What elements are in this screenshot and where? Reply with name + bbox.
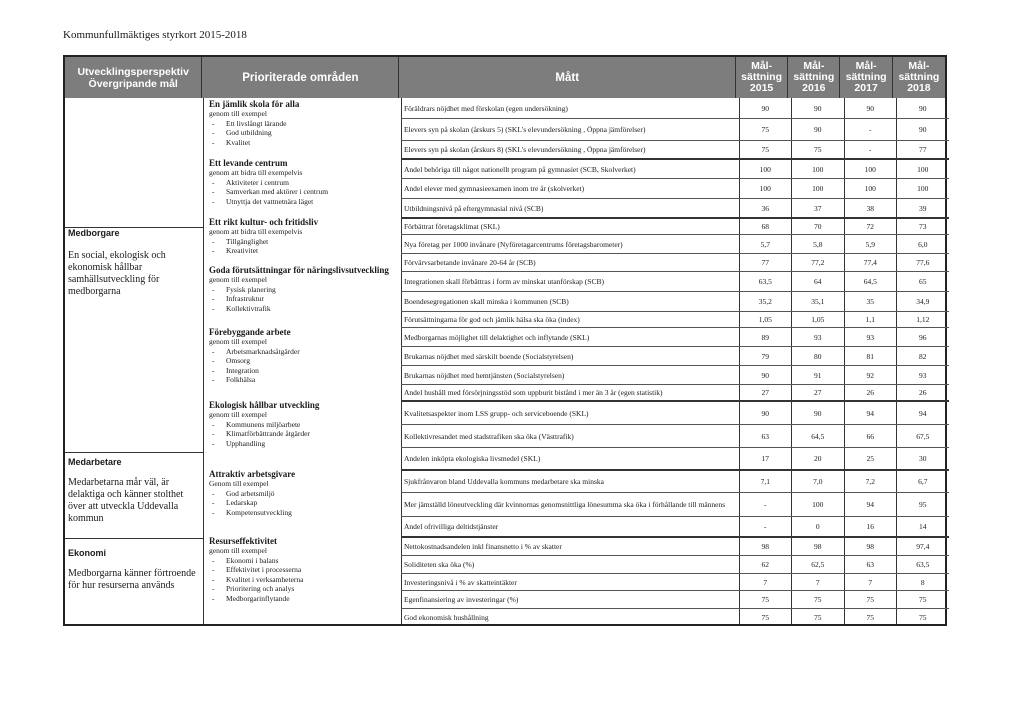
priority-title: Ekologisk hållbar utveckling (209, 400, 320, 410)
priority-item: - Kollektivtrafik (209, 304, 399, 314)
priority-item: - Ledarskap (209, 498, 399, 508)
value-2015: 90 (761, 408, 769, 418)
value-2016: 27 (814, 388, 822, 397)
perspective-heading: Medarbetare (68, 457, 122, 467)
value-2016: 20 (814, 454, 822, 463)
value-2017: 38 (866, 203, 874, 213)
value-2017: 1,1 (865, 315, 875, 324)
measure-cell: Andel hushåll med försörjningsstöd som uppburit bistånd i mer än 3 år (egen statistik) (404, 388, 663, 397)
priority-item: - Kommunens miljöarbete (209, 420, 399, 430)
perspective-ekonomi (65, 538, 203, 626)
value-2018: 77 (919, 145, 927, 154)
value-2018: 77,6 (916, 258, 930, 267)
value-2016: 35,1 (811, 297, 825, 306)
value-2018: 75 (919, 595, 927, 604)
value-2017: 72 (866, 222, 874, 231)
value-2016: 90 (814, 125, 822, 134)
value-2015: 79 (761, 351, 769, 361)
value-2015: 75 (761, 145, 769, 154)
value-2017: 7 (868, 577, 873, 587)
value-2015: 90 (761, 370, 769, 380)
priority-title: Ett rikt kultur- och fritidsliv (209, 217, 319, 227)
priority-item: - Arbetsmarknadsåtgärder (209, 347, 399, 357)
table-row (401, 447, 949, 469)
value-2015: 89 (761, 332, 769, 342)
priority-area (209, 400, 399, 448)
measure-cell: Soliditeten ska öka (%) (404, 560, 475, 569)
value-2015: 36 (761, 203, 769, 213)
value-2017: - (869, 145, 872, 154)
priority-subtitle: genom till exempel (209, 275, 267, 284)
table-row (401, 516, 949, 536)
value-2015: 7,1 (760, 477, 770, 486)
table-row (401, 327, 949, 346)
priority-item: - Kreativitet (209, 246, 399, 256)
value-2017: 64,5 (863, 277, 877, 286)
value-2017: 26 (866, 388, 874, 397)
value-2016: 75 (814, 613, 822, 622)
priority-area (209, 327, 399, 385)
document-title: Kommunfullmäktiges styrkort 2015-2018 (63, 29, 247, 41)
priority-subtitle: genom att bidra till exempelvis (209, 227, 303, 236)
measure-cell: Nettokostnadsandelen inkl finansnetto i % av skatter (404, 542, 562, 551)
priority-area (209, 158, 399, 206)
measure-cell: Förbättrat företagsklimat (SKL) (404, 222, 500, 231)
perspective-heading: Medborgare (68, 228, 120, 238)
value-2015: 62 (761, 560, 769, 569)
value-2018: 93 (919, 370, 927, 380)
perspective-goal: Medborgarna känner förtroende för hur resurserna används (68, 568, 196, 591)
priority-item: - Upphandling (209, 439, 399, 449)
value-2018: 65 (919, 277, 927, 286)
measure-cell: Kvalitetsaspekter inom LSS grupp- och serviceboende (SKL) (404, 408, 589, 418)
value-2016: 100 (812, 184, 824, 193)
perspective-medborgare (65, 227, 203, 452)
priority-area (209, 469, 399, 517)
measure-cell: Brukarnas nöjdhet med särskilt boende (Socialstyrelsen) (404, 351, 574, 361)
priority-item: - Effektivitet i processerna (209, 565, 399, 575)
priority-title: Förebyggande arbete (209, 327, 291, 337)
value-2018: 73 (919, 222, 927, 231)
value-2017: 75 (866, 595, 874, 604)
priority-item: - Aktiviteter i centrum (209, 178, 399, 188)
value-2016: 90 (814, 103, 822, 113)
value-2018: 82 (919, 351, 927, 361)
value-2016: 1,05 (811, 315, 825, 324)
value-2015: 100 (759, 164, 771, 174)
value-2017: 16 (866, 522, 874, 531)
value-2017: 100 (864, 184, 876, 193)
priority-item: - Kvalitet (209, 138, 399, 148)
header-year-2017: Mål- sättning 2017 (840, 57, 892, 98)
table-row (401, 469, 949, 492)
perspective-medarbetare (65, 452, 203, 538)
value-2015: 75 (761, 613, 769, 622)
value-2016: 37 (814, 203, 822, 213)
value-2016: 62,5 (811, 560, 825, 569)
value-2015: 5,7 (760, 239, 770, 249)
column-divider (203, 98, 204, 624)
value-2017: 94 (866, 500, 874, 509)
value-2018: 75 (919, 613, 927, 622)
value-2015: 35,2 (758, 297, 772, 306)
value-2017: 92 (866, 370, 874, 380)
measure-cell: Elevers syn på skolan (årskurs 5) (SKL's elevundersökning , Öppna jämförelser) (404, 125, 646, 134)
measure-cell: Mer jämställd löneutveckling där kvinnornas genomsnittliga lönesumma ska öka i förhållande till männens (404, 500, 726, 509)
table-row (401, 555, 949, 573)
measure-cell: Förvärvsarbetande invånare 20-64 år (SCB) (404, 258, 536, 267)
table-row (401, 384, 949, 400)
value-2018: 67,5 (916, 431, 930, 441)
value-2017: 100 (864, 164, 876, 174)
value-2016: 7 (815, 577, 820, 587)
priority-item: - Ekonomi i balans (209, 556, 399, 566)
table-row (401, 140, 949, 158)
priority-subtitle: genom att bidra till exempelvis (209, 168, 303, 177)
header-perspective: Utvecklingsperspektiv Övergripande mål (65, 57, 202, 98)
value-2015: 63 (761, 431, 769, 441)
value-2017: 25 (866, 454, 874, 463)
value-2016: 77,2 (811, 258, 825, 267)
priority-title: Goda förutsättningar för näringslivsutveckling (209, 265, 389, 275)
value-2017: - (869, 125, 872, 134)
priority-area (209, 99, 399, 147)
value-2018: 6,7 (918, 477, 928, 486)
measure-cell: Andel ofrivilliga deltidstjänster (404, 522, 499, 531)
value-2015: 90 (761, 103, 769, 113)
value-2018: 63,5 (916, 560, 930, 569)
value-2016: 90 (814, 408, 822, 418)
value-2015: 27 (761, 388, 769, 397)
table-row (401, 158, 949, 178)
measure-cell: Boendesegregationen skall minska i kommunen (SCB) (404, 297, 569, 306)
value-2015: - (764, 522, 767, 531)
value-2018: 100 (917, 184, 929, 193)
table-row (401, 198, 949, 217)
priority-subtitle: genom till exempel (209, 337, 267, 346)
priority-subtitle: genom till exempel (209, 410, 267, 419)
priority-item: - Fysisk planering (209, 285, 399, 295)
measure-cell: Medborgarnas möjlighet till delaktighet och inflytande (SKL) (404, 332, 590, 342)
priority-item: - Samverkan med aktörer i centrum (209, 187, 399, 197)
value-2015: 1,05 (758, 315, 772, 324)
measure-cell: Kollektivresandet med stadstrafiken ska öka (Västtrafik) (404, 431, 574, 441)
value-2018: 90 (919, 103, 927, 113)
priority-subtitle: genom till exempel (209, 546, 267, 555)
priority-title: Resurseffektivitet (209, 536, 277, 546)
priority-item: - Tillgänglighet (209, 237, 399, 247)
value-2015: - (764, 500, 767, 509)
value-2016: 100 (812, 164, 824, 174)
value-2015: 7 (763, 577, 768, 587)
table-row (401, 118, 949, 140)
value-2017: 98 (866, 542, 874, 551)
priority-area (209, 217, 399, 256)
scorecard-table (63, 55, 947, 626)
header-priorities: Prioriterade områden (202, 57, 399, 98)
value-2017: 66 (866, 431, 874, 441)
table-row (401, 590, 949, 608)
priority-item: - Medborgarinflytande (209, 594, 399, 604)
value-2016: 98 (814, 542, 822, 551)
value-2017: 81 (866, 351, 874, 361)
value-2018: 14 (919, 522, 927, 531)
priority-item: - God arbetsmiljö (209, 489, 399, 499)
header-year-2016: Mål- sättning 2016 (788, 57, 840, 98)
value-2016: 70 (814, 222, 822, 231)
value-2018: 26 (919, 388, 927, 397)
priority-item: - Utnyttja det vattnetnära läget (209, 197, 399, 207)
header-year-2018: Mål- sättning 2018 (898, 60, 940, 94)
table-row (401, 346, 949, 365)
value-2016: 91 (814, 370, 822, 380)
measure-cell: Elevers syn på skolan (årskurs 8) (SKL's elevundersökning , Öppna jämförelser) (404, 145, 646, 154)
measure-cell: Förutsättningarna för god och jämlik hälsa ska öka (index) (404, 315, 580, 324)
table-row (401, 178, 949, 198)
priority-title: Attraktiv arbetsgivare (209, 469, 296, 479)
measure-cell: Integrationen skall förbättras i form av minskat utanförskap (SCB) (404, 277, 604, 286)
table-row (401, 217, 949, 234)
priority-item: - Integration (209, 366, 399, 376)
value-2017: 77,4 (863, 258, 877, 267)
value-2015: 17 (761, 454, 769, 463)
table-row (401, 234, 949, 253)
measure-cell: God ekonomisk hushållning (404, 613, 489, 622)
table-row (401, 492, 949, 516)
priority-subtitle: Genom till exempel (209, 479, 269, 488)
value-2017: 5,9 (865, 239, 875, 249)
value-2018: 39 (919, 203, 927, 213)
value-2015: 98 (761, 542, 769, 551)
value-2015: 68 (761, 222, 769, 231)
value-2016: 100 (812, 500, 824, 509)
value-2018: 1,12 (916, 315, 930, 324)
value-2017: 94 (866, 408, 874, 418)
value-2016: 64,5 (811, 431, 825, 441)
table-row (401, 536, 949, 555)
measure-cell: Sjukfrånvaron bland Uddevalla kommuns medarbetare ska minska (404, 477, 604, 486)
table-row (401, 311, 949, 327)
measure-cell: Andel elever med gymnasieexamen inom tre år (skolverket) (404, 184, 585, 193)
value-2015: 75 (761, 595, 769, 604)
value-2015: 63,5 (758, 277, 772, 286)
priority-item: - Kvalitet i verksamheterna (209, 575, 399, 585)
priority-item: - God utbildning (209, 128, 399, 138)
value-2017: 7,2 (865, 477, 875, 486)
value-2018: 30 (919, 454, 927, 463)
perspective-goal: En social, ekologisk och ekonomisk hållbar samhällsutveckling för medborgarna (68, 250, 166, 297)
priority-item: - Omsorg (209, 356, 399, 366)
table-header (65, 57, 945, 98)
value-2018: 96 (919, 332, 927, 342)
priority-item: - Infrastruktur (209, 294, 399, 304)
priority-item: - Folkhälsa (209, 375, 399, 385)
table-row (401, 365, 949, 384)
value-2016: 75 (814, 145, 822, 154)
priority-area (209, 265, 399, 313)
measure-cell: Brukarnas nöjdhet med hemtjänsten (Socialstyrelsen) (404, 370, 565, 380)
measure-cell: Utbildningsnivå på eftergymnasial nivå (SCB) (404, 203, 544, 213)
table-row (401, 291, 949, 311)
value-2017: 63 (866, 560, 874, 569)
priority-title: Ett levande centrum (209, 158, 288, 168)
value-2017: 75 (866, 613, 874, 622)
measure-cell: Andelen inköpta ekologiska livsmedel (SKL) (404, 454, 541, 463)
value-2016: 80 (814, 351, 822, 361)
table-row (401, 400, 949, 424)
table-row (401, 573, 949, 590)
value-2017: 93 (866, 332, 874, 342)
table-row (401, 98, 949, 118)
value-2017: 90 (866, 103, 874, 113)
table-row (401, 424, 949, 447)
value-2018: 34,9 (916, 297, 930, 306)
measure-cell: Andel behöriga till något nationellt program på gymnasiet (SCB, Skolverket) (404, 164, 636, 174)
table-row (401, 608, 949, 626)
value-2015: 100 (759, 184, 771, 193)
measure-cell: Investeringsnivå i % av skatteintäkter (404, 577, 517, 587)
value-2018: 8 (920, 577, 925, 587)
value-2016: 5,8 (813, 239, 823, 249)
value-2018: 6,0 (918, 239, 928, 249)
value-2018: 94 (919, 408, 927, 418)
value-2016: 93 (814, 332, 822, 342)
table-row (401, 253, 949, 271)
perspective-heading: Ekonomi (68, 548, 107, 558)
value-2018: 95 (919, 500, 927, 509)
priority-subtitle: genom till exempel (209, 109, 267, 118)
measure-cell: Egenfinansiering av investeringar (%) (404, 595, 519, 604)
value-2016: 0 (815, 522, 820, 531)
value-2018: 100 (917, 164, 929, 174)
header-measure: Mått (399, 57, 735, 98)
priority-item: - Prioritering och analys (209, 584, 399, 594)
header-year-2015: Mål- sättning 2015 (736, 57, 788, 98)
priority-item: - Klimatförbättrande åtgärder (209, 429, 399, 439)
value-2016: 64 (814, 277, 822, 286)
priority-area (209, 536, 399, 603)
priority-item: - Ett livslångt lärande (209, 119, 399, 129)
measure-cell: Nya företag per 1000 invånare (Nyföretagarcentrums företagsbarometer) (404, 239, 623, 249)
perspective-goal: Medarbetarna mår väl, är delaktiga och känner stolthet över att utveckla Uddevalla kommun (68, 477, 184, 524)
value-2018: 90 (919, 125, 927, 134)
priority-item: - Kompetensutveckling (209, 508, 399, 518)
measure-cell: Föräldrars nöjdhet med förskolan (egen undersökning) (404, 103, 568, 113)
value-2015: 77 (761, 258, 769, 267)
value-2016: 7,0 (813, 477, 823, 486)
value-2016: 75 (814, 595, 822, 604)
value-2018: 97,4 (916, 542, 930, 551)
value-2017: 35 (866, 297, 874, 306)
table-row (401, 271, 949, 291)
value-2015: 75 (761, 125, 769, 134)
priority-title: En jämlik skola för alla (209, 99, 300, 109)
